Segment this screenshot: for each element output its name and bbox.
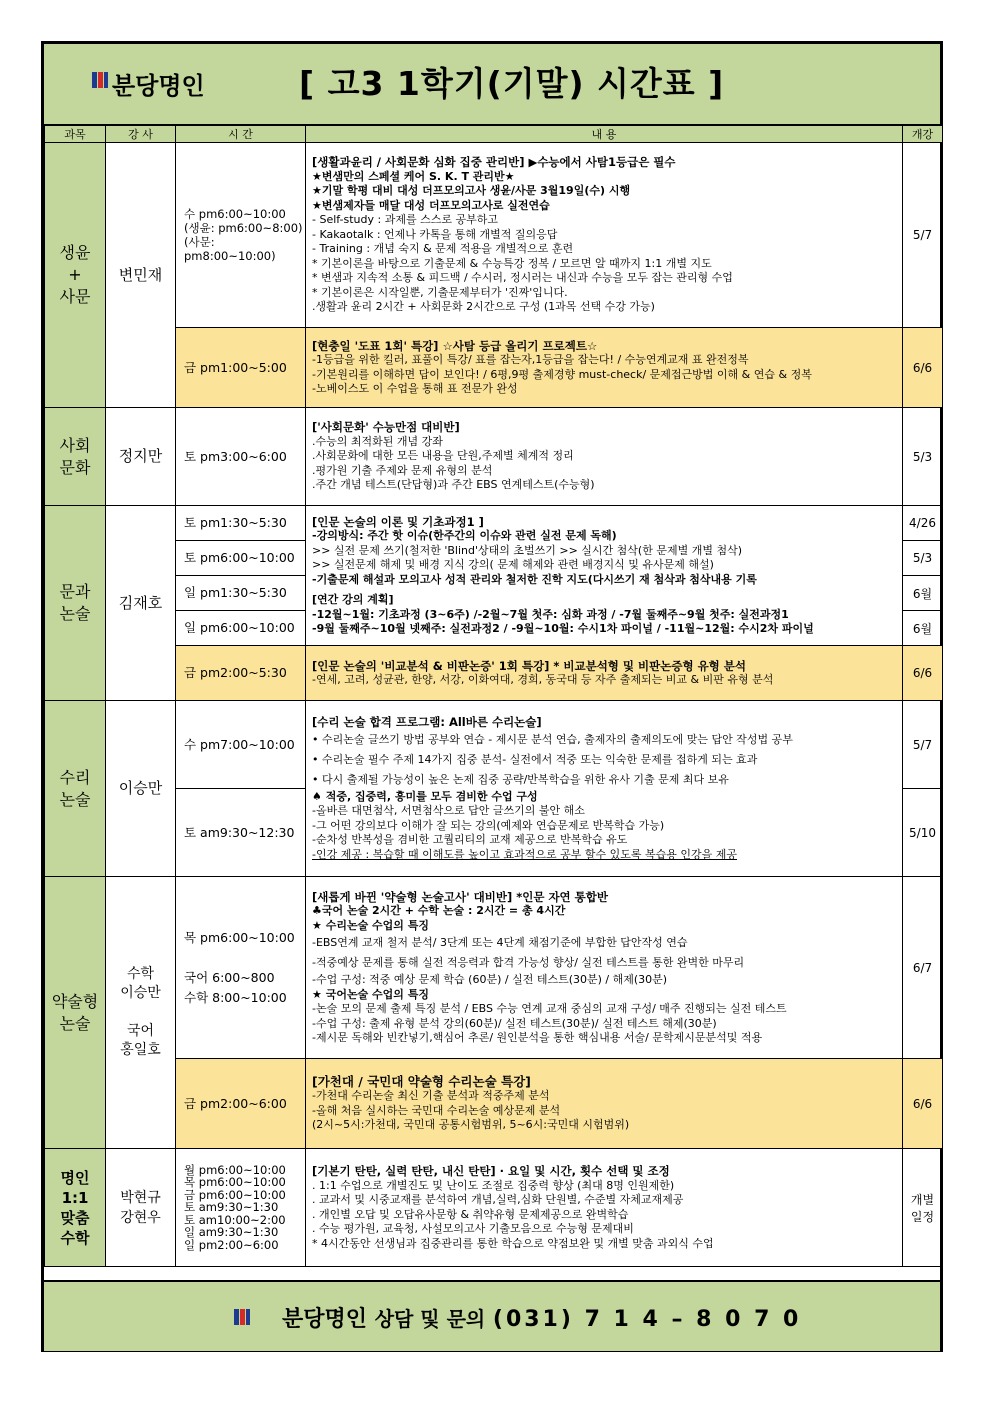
instructor-cell: 박현규 강현우 <box>106 1149 176 1267</box>
time-cell: 수 pm7:00~10:00 <box>176 701 306 789</box>
instructor-cell: 이승만 <box>106 701 176 877</box>
table-row <box>45 701 943 789</box>
content-cell: [기본기 탄탄, 실력 탄탄, 내신 탄탄] · 요일 및 시간, 횟수 선택 및 조정 . 1:1 수업으로 개별진도 및 난이도 조절로 집중력 향상 (최대 8명 인원제한) . 교과서 및 시중교재를 분석하여 개념,실력,심화 단원별, 수준별 자체교재제공 . 개인별 오답 및 오답유사문항 & 취약유형 문제제공으로 완벽학습 . 수능 평가원, 교육청, 사설모의고사 기출모음으로 수능형 문제대비 * 4시간동안 선생님과 집중관리를 통한 학습으로 약점보완 및 개별 맞춤 과외식 수업 <box>306 1149 903 1267</box>
subject-cell: 수리 논술 <box>45 701 106 877</box>
col-content: 내 용 <box>306 126 903 143</box>
time-cell: 월 pm6:00~10:00 목 pm6:00~10:00 금 pm6:00~10:00 토 am9:30~1:30 토 am10:00~2:00 일 am9:30~1:30 일 pm2:00~6:00 <box>176 1149 306 1267</box>
time-cell: 수 pm6:00~10:00 (생윤: pm6:00~8:00) (사문: pm8:00~10:00) <box>176 143 306 328</box>
time-cell: 금 pm1:00~5:00 <box>176 328 306 408</box>
content-cell: [현충일 '도표 1회' 특강] ☆사탐 등급 올리기 프로젝트☆ -1등급을 위한 킬러, 표풀이 특강/ 표를 잡는자,1등급을 잡는다! / 수능연계교재 표 완전정복 -기본원리를 이해하면 답이 보인다! / 6평,9평 출제경향 must-check/ 문제접근방법 이해 & 연습 & 정복 -노베이스도 이 수업을 통해 표 전문가 완성 <box>306 328 903 408</box>
contact-info <box>282 1302 801 1333</box>
time-cell: 금 pm2:00~5:30 <box>176 646 306 701</box>
content-cell: [수리 논술 합격 프로그램: All바른 수리논술] • 수리논술 글쓰기 방법 공부와 연습 - 제시문 분석 연습, 출제자의 출제의도에 맞는 답안 작성법 공부 • 수리논술 필수 주제 14가지 집중 분석- 실전에서 적중 또는 익숙한 문제를 접하게 되는 효과 • 다시 출제될 가능성이 높은 논제 집중 공략/반복학습을 위한 유사 기출 문제 최다 보유 ♠ 적중, 집중력, 흥미를 모두 겸비한 수업 구성 -올바른 대면첨삭, 서면첨삭으로 답안 글쓰기의 불안 해소 -그 어떤 강의보다 이해가 잘 되는 강의(예제와 연습문제로 반복학습 가능) -순차성 반복성을 겸비한 고퀄리티의 교재 제공으로 반복학습 유도 -인강 제공 : 복습할 때 이해도를 높이고 효과적으로 공부 할수 있도록 복습용 인강을 제공 <box>306 701 903 877</box>
col-open: 개강 <box>903 126 943 143</box>
open-date: 6/6 <box>903 646 943 701</box>
open-date: 5/3 <box>903 541 943 576</box>
open-date: 6월 <box>903 611 943 646</box>
header <box>44 44 940 126</box>
table-row <box>45 408 943 506</box>
table-row <box>45 506 943 541</box>
open-date: 6월 <box>903 576 943 611</box>
footer-label: 상담 및 문의 <box>374 1307 486 1331</box>
logo-icon <box>234 1309 250 1325</box>
page-title: [ 고3 1학기(기말) 시간표 ] <box>299 64 725 103</box>
phone-number[interactable]: (031) 7 1 4 – 8 0 7 0 <box>492 1307 802 1332</box>
time-cell: 일 pm6:00~10:00 <box>176 611 306 646</box>
table-header-row <box>45 126 943 143</box>
open-date: 6/6 <box>903 1059 943 1149</box>
open-date: 5/3 <box>903 408 943 506</box>
timetable-sheet <box>41 41 943 1352</box>
col-instructor: 강 사 <box>106 126 176 143</box>
table-row <box>45 1149 943 1267</box>
table-row <box>45 143 943 328</box>
brand-name: 분당명인 <box>112 72 205 100</box>
table-row <box>45 328 943 408</box>
content-cell: [가천대 / 국민대 약술형 수리논술 특강] -가천대 수리논술 최신 기출 분석과 적중주제 분석 -올해 처음 실시하는 국민대 수리논술 예상문제 분석 (2시~5시:가천대, 국민대 공통시험범위, 5~6시:국민대 시험범위) <box>306 1059 903 1149</box>
time-cell: 토 pm1:30~5:30 <box>176 506 306 541</box>
instructor-cell: 김재호 <box>106 506 176 701</box>
subject-cell: 약술형 논술 <box>45 877 106 1149</box>
time-cell: 토 am9:30~12:30 <box>176 789 306 877</box>
open-date: 5/7 <box>903 143 943 328</box>
content-cell: [인문 논술의 이론 및 기초과정1 ] -강의방식: 주간 핫 이슈(한주간의 이슈와 관련 실전 문제 독해) >> 실전 문제 쓰기(철저한 'Blind'상태의 초벌쓰기 >> 실시간 첨삭(한 문제별 개별 첨삭) >> 실전문제 해제 및 배경 지식 강의( 문제 해제와 관련 배경지식 및 유사문제 해설) -기출문제 해설과 모의고사 성적 관리와 철저한 진학 지도(다시쓰기 재 첨삭과 첨삭내용 기록 [연간 강의 계획] -12월~1월: 기초과정 (3~6주) /-2월~7월 첫주: 심화 과정 / -7월 둘째주~9월 첫주: 실전과정1 -9월 둘째주~10월 넷째주: 실전과정2 / -9월~10월: 수시1차 파이널 / -11월~12월: 수시2차 파이널 <box>306 506 903 646</box>
logo-icon <box>92 72 108 88</box>
subject-cell: 생윤 + 사문 <box>45 143 106 408</box>
time-cell: 토 pm6:00~10:00 <box>176 541 306 576</box>
time-cell: 토 pm3:00~6:00 <box>176 408 306 506</box>
open-date: 6/6 <box>903 328 943 408</box>
time-cell: 금 pm2:00~6:00 <box>176 1059 306 1149</box>
table-row <box>45 646 943 701</box>
instructor-cell: 정지만 <box>106 408 176 506</box>
subject-cell: 문과 논술 <box>45 506 106 701</box>
open-date: 4/26 <box>903 506 943 541</box>
footer-brand: 분당명인 <box>282 1307 368 1332</box>
footer <box>44 1280 940 1351</box>
content-cell: ['사회문화' 수능만점 대비반] .수능의 최적화된 개념 강좌 .사회문화에 대한 모든 내용을 단원,주제별 체계적 정리 .평가원 기출 주제와 문제 유형의 분석 .주간 개념 테스트(단답형)과 주간 EBS 연계테스트(수능형) <box>306 408 903 506</box>
subject-cell: 명인 1:1 맞춤 수학 <box>45 1149 106 1267</box>
time-cell: 목 pm6:00~10:00 국어 6:00~800 수학 8:00~10:00 <box>176 877 306 1059</box>
timetable <box>44 126 943 1267</box>
content-cell: [인문 논술의 '비교분석 & 비판논증' 1회 특강] * 비교분석형 및 비판논증형 유형 분석 -연세, 고려, 성균관, 한양, 서강, 이화여대, 경희, 동국대 등 자주 출제되는 비교 & 비판 유형 분석 <box>306 646 903 701</box>
content-cell: [생활과윤리 / 사회문화 심화 집중 관리반] ▶수능에서 사탐1등급은 필수 ★변샘만의 스페셜 케어 S. K. T 관리반★ ★기말 학평 대비 대성 더프모의고사 생윤/사문 3월19일(수) 시행 ★변샘제자들 매달 대성 더프모의고사로 실전연습 - Self-study : 과제를 스스로 공부하고 - Kakaotalk : 언제나 카톡을 통해 개별적 질의응답 - Training : 개념 숙지 & 문제 적용을 개별적으로 훈련 * 기본이론을 바탕으로 기출문제 & 수능특강 정복 / 모르면 알 때까지 1:1 개별 지도 * 변샘과 지속적 소통 & 피드백 / 수시러, 정시러는 내신과 수능을 모두 잡는 관리형 수업 * 기본이론은 시작일뿐, 기출문제부터가 '진짜'입니다. .생활과 윤리 2시간 + 사회문화 2시간으로 구성 (1과목 선택 수강 가능) <box>306 143 903 328</box>
col-time: 시 간 <box>176 126 306 143</box>
open-date: 개별 일정 <box>903 1149 943 1267</box>
content-cell: [새롭게 바뀐 '약술형 논술고사' 대비반] *인문 자연 통합반 ♣국어 논술 2시간 + 수학 논술 : 2시간 = 총 4시간 ★ 수리논술 수업의 특징 -EBS연계 교재 철저 분석/ 3단계 또는 4단계 채점기준에 부합한 답안작성 연습 -적중예상 문제를 통해 실전 적응력과 합격 가능성 향상/ 실전 테스트를 통한 완벽한 마무리 -수업 구성: 적중 예상 문제 학습 (60분) / 실전 테스트(30분) / 해제(30분) ★ 국어논술 수업의 특징 -논술 모의 문제 출제 특징 분석 / EBS 수능 연계 교재 중심의 교재 구성/ 매주 진행되는 실전 테스트 -수업 구성: 출제 유형 분석 강의(60분)/ 실전 테스트(30분)/ 실전 테스트 해제(30분) -제시문 독해와 빈칸넣기,핵심어 추론/ 원인분석을 통한 핵심내용 서술/ 문학제시문분석및 적용 <box>306 877 903 1059</box>
time-cell: 일 pm1:30~5:30 <box>176 576 306 611</box>
open-date: 5/7 <box>903 701 943 789</box>
table-row <box>45 1059 943 1149</box>
table-row <box>45 877 943 1059</box>
instructor-cell: 수학 이승만 국어 홍일호 <box>106 877 176 1149</box>
subject-cell: 사회 문화 <box>45 408 106 506</box>
col-subject: 과목 <box>45 126 106 143</box>
open-date: 5/10 <box>903 789 943 877</box>
open-date: 6/7 <box>903 877 943 1059</box>
instructor-cell: 변민재 <box>106 143 176 408</box>
